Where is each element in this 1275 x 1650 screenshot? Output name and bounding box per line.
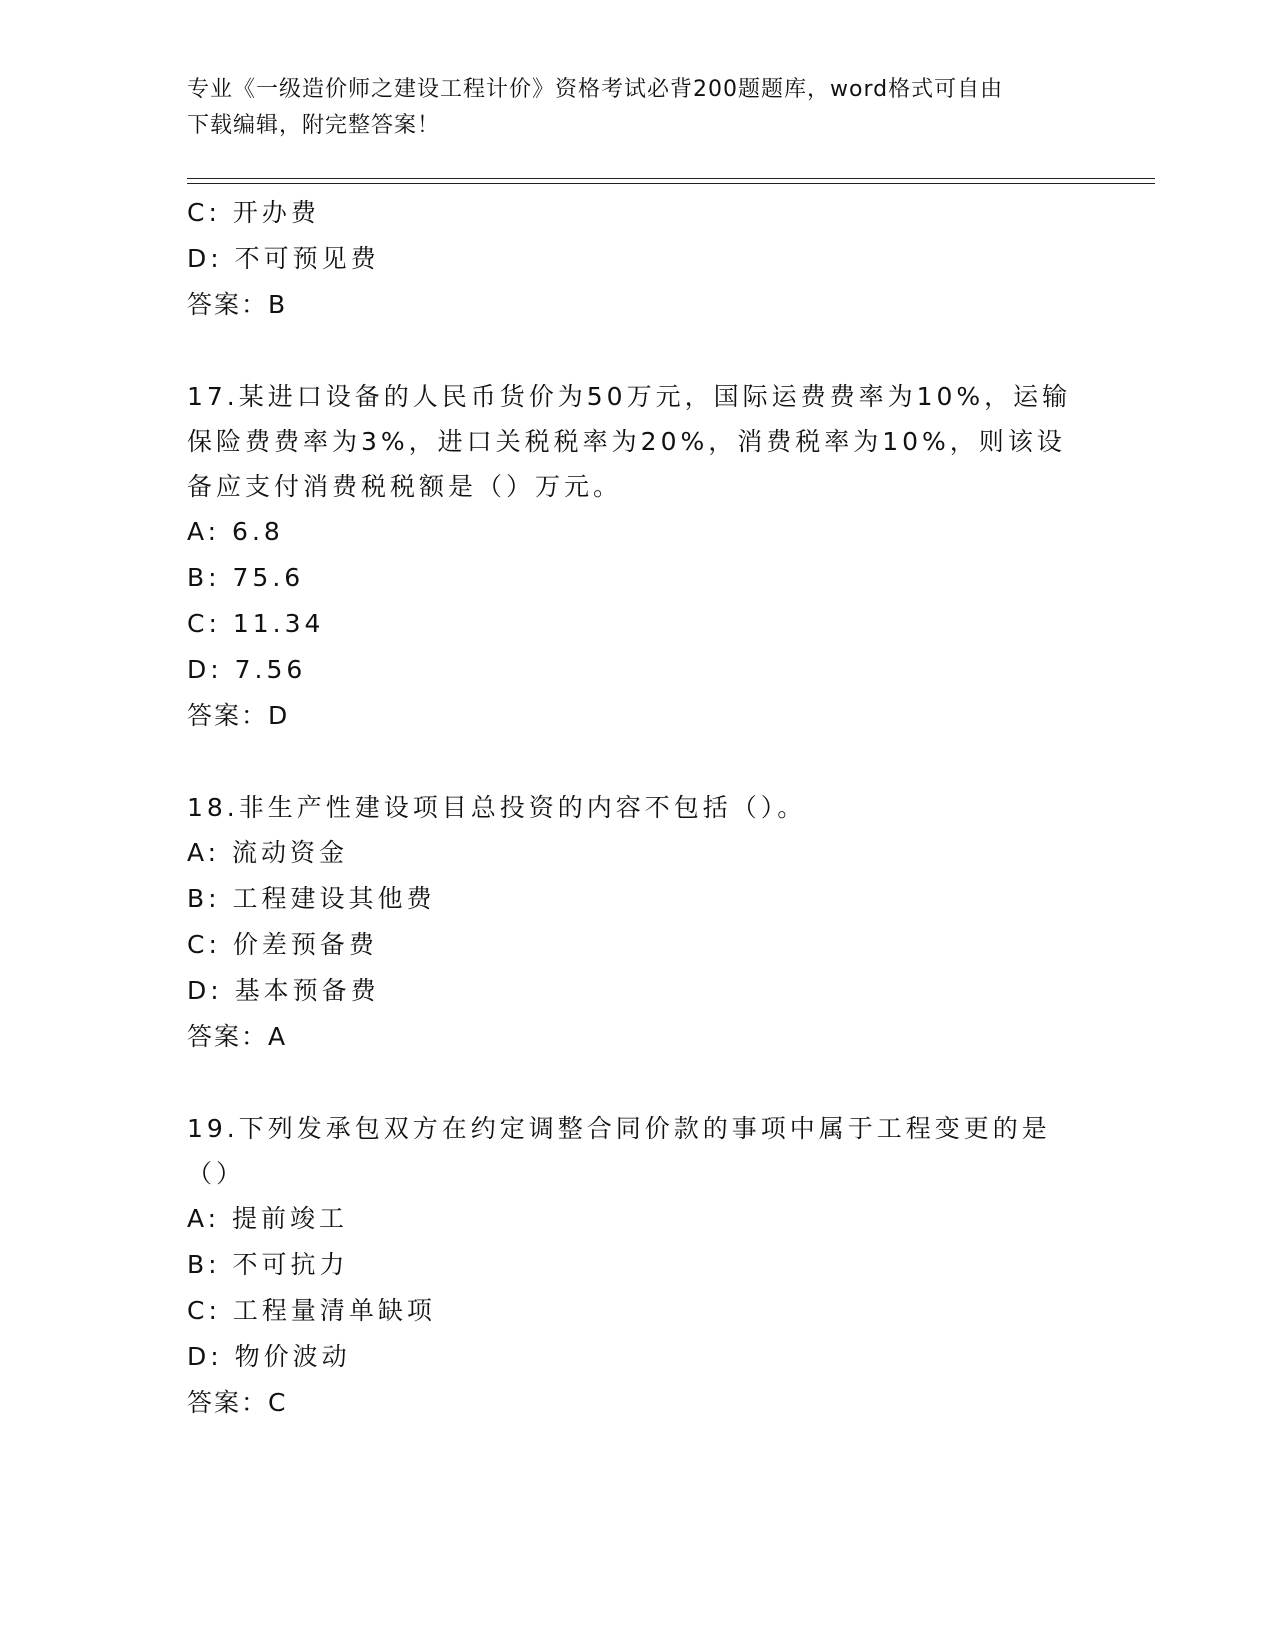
answer-line: 答案：A xyxy=(187,1022,288,1051)
option-b: B: 工程建设其他费 xyxy=(187,884,436,913)
question-text: 19.下列发承包双方在约定调整合同价款的事项中属于工程变更的是（） xyxy=(187,1114,1051,1188)
spacer xyxy=(187,1060,1087,1106)
question-16-continued xyxy=(187,190,1087,328)
question-list xyxy=(187,190,1087,1426)
option-c: C: 价差预备费 xyxy=(187,930,378,959)
spacer xyxy=(187,739,1087,785)
option-b: B: 不可抗力 xyxy=(187,1250,349,1279)
header-divider xyxy=(187,178,1155,184)
option-b: B: 75.6 xyxy=(187,563,305,592)
question-text: 17.某进口设备的人民币货价为50万元，国际运费费率为10%，运输保险费费率为3%，进口关税税率为20%，消费税率为10%，则该设备应支付消费税税额是（）万元。 xyxy=(187,382,1072,501)
header-line-1: 专业《一级造价师之建设工程计价》资格考试必背200题题库，word格式可自由 xyxy=(187,77,1004,102)
option-d: D: 基本预备费 xyxy=(187,976,380,1005)
question-18 xyxy=(187,785,1087,1060)
option-c: C: 工程量清单缺项 xyxy=(187,1296,436,1325)
option-a: A: 6.8 xyxy=(187,517,284,546)
option-d: D: 不可预见费 xyxy=(187,244,380,273)
answer-line: 答案：C xyxy=(187,1388,288,1417)
option-d: D: 7.56 xyxy=(187,655,307,684)
question-17 xyxy=(187,374,1087,739)
question-19 xyxy=(187,1106,1087,1426)
question-text: 18.非生产性建设项目总投资的内容不包括（）。 xyxy=(187,793,807,822)
option-c: C: 11.34 xyxy=(187,609,325,638)
option-a: A: 流动资金 xyxy=(187,838,349,867)
option-d: D: 物价波动 xyxy=(187,1342,351,1371)
page-header xyxy=(187,72,1087,144)
spacer xyxy=(187,328,1087,374)
answer-line: 答案：D xyxy=(187,701,290,730)
answer-line: 答案：B xyxy=(187,290,288,319)
option-a: A: 提前竣工 xyxy=(187,1204,349,1233)
option-c: C: 开办费 xyxy=(187,198,320,227)
header-line-2: 下载编辑，附完整答案！ xyxy=(187,113,441,138)
